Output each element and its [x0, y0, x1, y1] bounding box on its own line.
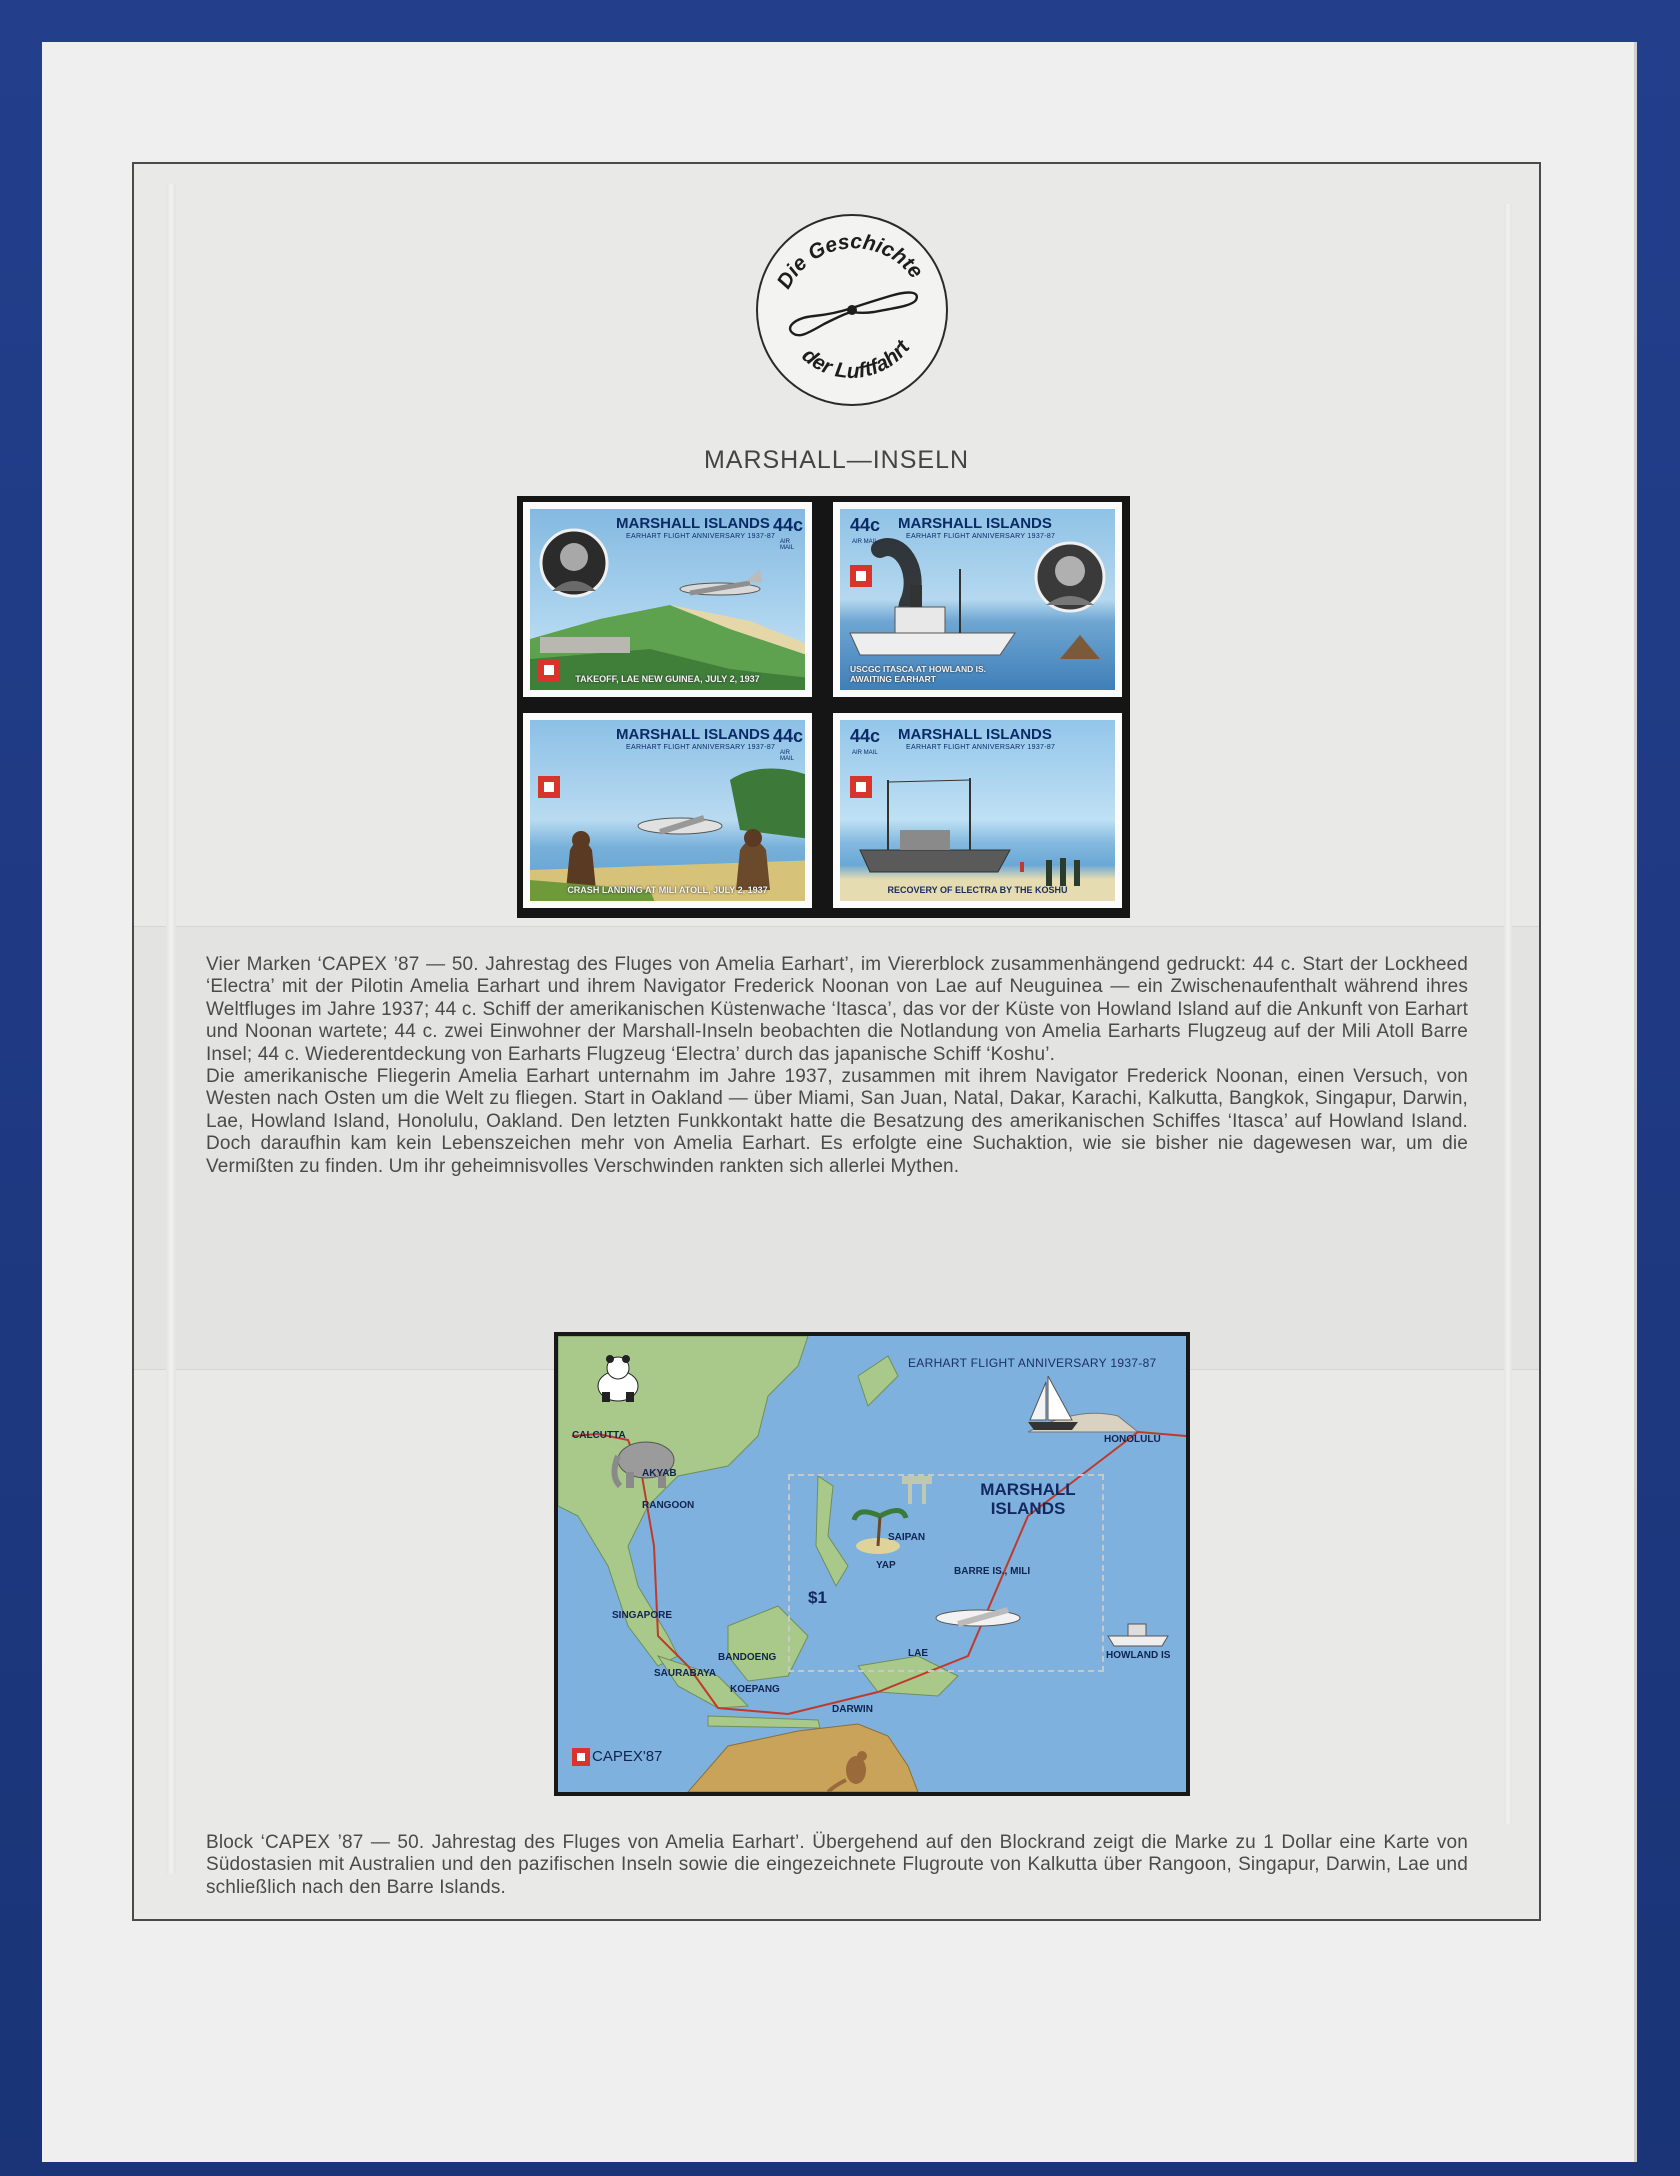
stamp-country: MARSHALL ISLANDS: [616, 515, 770, 532]
page-title: MARSHALL—INSELN: [703, 446, 970, 474]
place-rangoon: RANGOON: [642, 1500, 695, 1511]
capex-logo-icon: [850, 776, 872, 798]
stamp-block: [517, 496, 1130, 918]
stamp-subtitle: EARHART FLIGHT ANNIVERSARY 1937-87: [906, 744, 1056, 751]
place-howland: HOWLAND IS: [1106, 1650, 1171, 1661]
stamp-caption: USCGC ITASCA AT HOWLAND IS. AWAITING EARHART: [850, 664, 986, 684]
emblem-top-text: Die Geschichte: [772, 230, 928, 293]
sheet-capex-logo: [572, 1748, 662, 1766]
place-saurabaya: SAURABAYA: [654, 1668, 717, 1679]
stamp-itasca-howland: [833, 502, 1122, 697]
stamp-subtitle: EARHART FLIGHT ANNIVERSARY 1937-87: [626, 744, 776, 751]
stamp-airmail: AIR MAIL: [852, 750, 878, 756]
place-singapore: SINGAPORE: [612, 1610, 673, 1621]
stamp-country: MARSHALL ISLANDS: [898, 726, 1052, 743]
stamp-value: 44c: [850, 726, 881, 746]
place-saipan: SAIPAN: [888, 1532, 926, 1543]
description-paragraph: Vier Marken ‘CAPEX ’87 — 50. Jahrestag des Fluges von Amelia Earhart’, im Viererblock zusammenhängend gedruckt: 44 c. Start der Lockheed ‘Electra’ mit der Pilotin Amelia Earhart und ihrem Navigator Frederick Noonan von Lae auf Neuguinea — ein Zwischenaufenthalt während ihres Weltfluges im Jahre 1937; 44 c. Schiff der amerikanischen Küstenwache ‘Itasca’, das vor der Küste von Howland Island auf die Ankunft von Earhart und Noonan wartete; 44 c. zwei Einwohner der Marshall-Inseln beobachten die Notlandung von Amelia Earharts Flugzeug auf der Mili Atoll Barre Insel; 44 c. Wiederentdeckung von Earharts Flugzeug ‘Electra’ durch das japanische Schiff ‘Koshu’.: [206, 954, 1468, 1065]
stamp-country: MARSHALL ISLANDS: [616, 726, 770, 743]
place-koepang: KOEPANG: [730, 1684, 780, 1695]
capex-logo-icon: [572, 1748, 590, 1766]
aviation-history-emblem: [754, 212, 950, 408]
stamp-country: MARSHALL ISLANDS: [898, 515, 1052, 532]
place-akyab: AKYAB: [642, 1468, 677, 1479]
place-bandoeng: BANDOENG: [718, 1652, 777, 1663]
sheet-title: EARHART FLIGHT ANNIVERSARY 1937-87: [908, 1356, 1157, 1370]
stamp-caption: CRASH LANDING AT MILI ATOLL, JULY 2, 1937: [567, 885, 768, 895]
stamp-value: 44c: [773, 515, 804, 535]
album-page: [42, 42, 1637, 2162]
page-frame: [132, 162, 1541, 1921]
stamp-subtitle: EARHART FLIGHT ANNIVERSARY 1937-87: [906, 533, 1056, 540]
place-calcutta: CALCUTTA: [572, 1430, 626, 1441]
stamp-block-description: [206, 954, 1468, 1178]
stamp-value: 44c: [773, 726, 804, 746]
stamp-crash-landing-mili: [523, 713, 812, 908]
stamp-airmail: AIR MAIL: [780, 539, 795, 551]
sheet-value: $1: [808, 1588, 827, 1607]
sheet-capex-label: CAPEX'87: [592, 1748, 663, 1765]
ship-icon: [1108, 1624, 1168, 1646]
stamp-airmail: AIR MAIL: [780, 750, 795, 762]
description-paragraph: Block ‘CAPEX ’87 — 50. Jahrestag des Fluges von Amelia Earhart’. Übergehend auf den Blockrand zeigt die Marke zu 1 Dollar eine Karte von Südostasien mit Australien und den pazifischen Inseln sowie die eingezeichnete Flugroute von Kalkutta über Rangoon, Singapur, Darwin, Lae und schließlich nach den Barre Islands.: [206, 1832, 1468, 1898]
page-crease-left: [166, 184, 176, 1874]
stamp-caption: RECOVERY OF ELECTRA BY THE KOSHU: [887, 885, 1068, 895]
place-darwin: DARWIN: [832, 1704, 873, 1715]
capex-logo-icon: [538, 776, 560, 798]
sheet-country: MARSHALL ISLANDS: [980, 1480, 1076, 1518]
emblem-bottom-text: der Luftfahrt: [797, 336, 915, 384]
stamp-takeoff-lae: [523, 502, 812, 697]
place-honolulu: HONOLULU: [1104, 1434, 1161, 1445]
stamp-recovery-electra: [833, 713, 1122, 908]
stamp-value: 44c: [850, 515, 881, 535]
stamp-caption: TAKEOFF, LAE NEW GUINEA, JULY 2, 1937: [575, 674, 760, 684]
souvenir-sheet: [554, 1332, 1190, 1796]
stamp-airmail: AIR MAIL: [852, 539, 878, 545]
place-yap: YAP: [876, 1560, 896, 1571]
capex-logo-icon: [850, 565, 872, 587]
description-paragraph: Die amerikanische Fliegerin Amelia Earhart unternahm im Jahre 1937, zusammen mit ihrem Navigator Frederick Noonan, einen Versuch, von Westen nach Osten um die Welt zu fliegen. Start in Oakland — über Miami, San Juan, Natal, Dakar, Karachi, Kalkutta, Bangkok, Singapur, Darwin, Lae, Howland Island, Honolulu, Oakland. Den letzten Funkkontakt hatte die Besatzung des amerikanischen Schiffes ‘Itasca’ auf Howland Island. Doch daraufhin kam kein Lebenszeichen mehr von Amelia Earhart. Es erfolgte eine Suchaktion, wie sie bisher nie dagewesen war, um die Vermißten zu finden. Um ihr geheimnisvolles Verschwinden rankten sich allerlei Mythen.: [206, 1066, 1468, 1177]
place-lae: LAE: [908, 1648, 928, 1659]
place-barre: BARRE IS., MILI: [954, 1566, 1031, 1577]
stamp-subtitle: EARHART FLIGHT ANNIVERSARY 1937-87: [626, 533, 776, 540]
sheet-description: [206, 1832, 1468, 1899]
